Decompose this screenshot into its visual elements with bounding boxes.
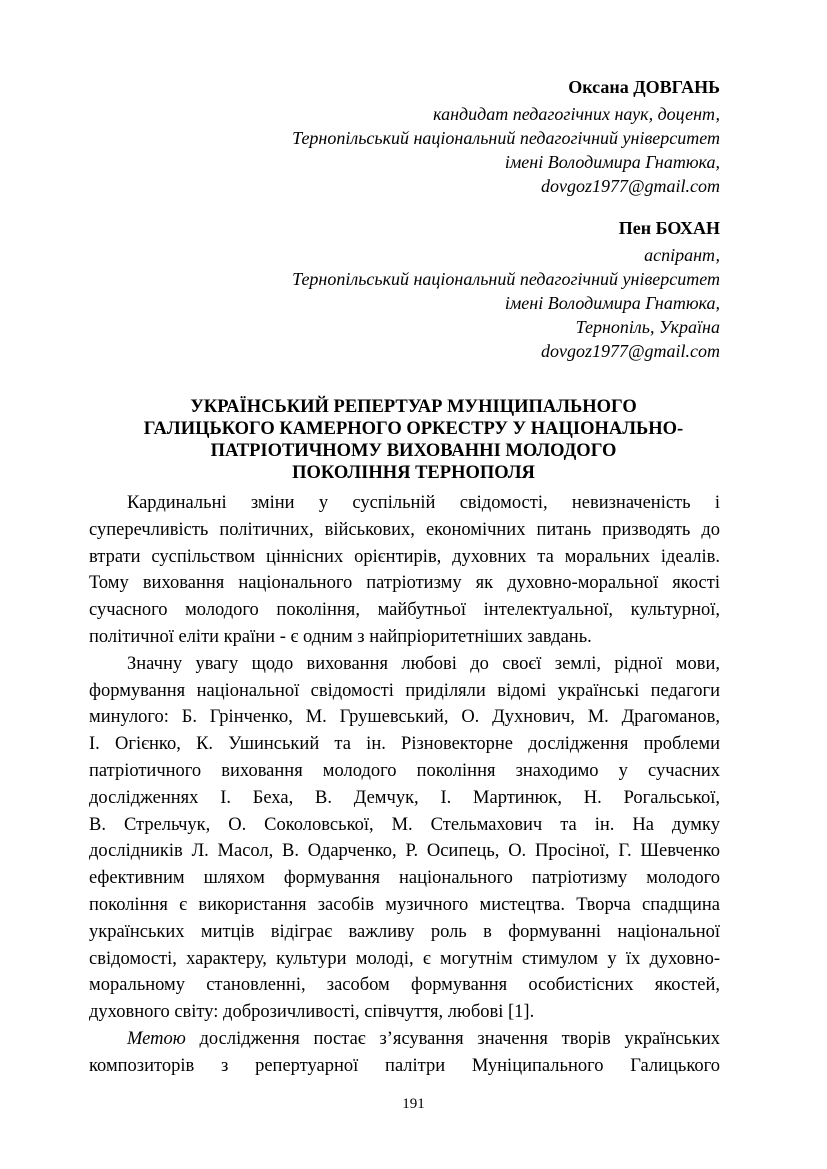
author-block-2 bbox=[292, 216, 720, 363]
body-line: патріотичного виховання молодого покоління знаходимо у сучасних bbox=[89, 760, 720, 781]
body-line: В. Стрельчук, О. Соколовської, М. Стельмахович та ін. На думку bbox=[89, 814, 720, 835]
author-email: dovgoz1977@gmail.com bbox=[540, 176, 720, 196]
body-line: ефективним шляхом формування національного патріотизму молодого bbox=[89, 868, 720, 889]
author-position: кандидат педагогічних наук, доцент, bbox=[433, 104, 720, 124]
body-line: минулого: Б. Грінченко, М. Грушевський, О. Духнович, М. Драгоманов, bbox=[89, 707, 720, 728]
body-line: моральному становленні, засобом формування особистісних якостей, bbox=[89, 975, 720, 996]
author-name: Пен БОХАН bbox=[618, 218, 720, 238]
title-line: ГАЛИЦЬКОГО КАМЕРНОГО ОРКЕСТРУ У НАЦІОНАЛЬНО- bbox=[143, 419, 684, 439]
body-line: покоління є використання засобів музичного мистецтва. Творча спадщина bbox=[89, 894, 720, 915]
author-affiliation: Тернопільський національний педагогічний університет bbox=[292, 269, 720, 289]
emphasis-term: Метою bbox=[127, 1028, 186, 1049]
body-line: політичної еліти країни - є одним з найпріоритетніших завдань. bbox=[89, 626, 592, 647]
article-body bbox=[89, 490, 720, 1080]
author-location: Тернопіль, Україна bbox=[575, 317, 720, 337]
author-affiliation: Тернопільський національний педагогічний університет bbox=[292, 128, 720, 148]
title-line: УКРАЇНСЬКИЙ РЕПЕРТУАР МУНІЦИПАЛЬНОГО bbox=[190, 397, 637, 417]
page-number: 191 bbox=[402, 1096, 425, 1112]
body-line: сучасного молодого покоління, майбутньої інтелектуальної, культурної, bbox=[89, 600, 720, 621]
body-line: дослідників Л. Масол, В. Одарченко, Р. Осипець, О. Просіної, Г. Шевченко bbox=[89, 841, 720, 862]
body-line: свідомості, характеру, культури молоді, є могутнім стимулом у їх духовно- bbox=[89, 948, 720, 969]
body-line: формування національної свідомості приділяли відомі українські педагоги bbox=[89, 680, 720, 701]
author-email: dovgoz1977@gmail.com bbox=[540, 341, 720, 361]
body-line: дослідженнях І. Беха, В. Демчук, І. Мартинюк, Н. Рогальської, bbox=[89, 787, 720, 808]
body-line: Тому виховання національного патріотизму як духовно-моральної якості bbox=[89, 573, 720, 594]
author-position: аспірант, bbox=[644, 245, 720, 265]
body-line: І. Огієнко, К. Ушинський та ін. Різновекторне дослідження проблеми bbox=[89, 734, 720, 755]
title-line: ПОКОЛІННЯ ТЕРНОПОЛЯ bbox=[292, 463, 535, 483]
body-line: Кардинальні зміни у суспільній свідомості, невизначеність і bbox=[127, 493, 720, 513]
body-line: композиторів з репертуарної палітри Муніципального Галицького bbox=[89, 1055, 720, 1076]
body-line: втрати суспільством ціннісних орієнтирів, духовних та моральних ідеалів. bbox=[89, 546, 720, 567]
article-title bbox=[88, 396, 739, 484]
author-name: Оксана ДОВГАНЬ bbox=[568, 77, 720, 97]
title-line: ПАТРІОТИЧНОМУ ВИХОВАННІ МОЛОДОГО bbox=[210, 441, 617, 461]
author-block-1 bbox=[292, 75, 720, 198]
author-affiliation-name: імені Володимира Гнатюка, bbox=[504, 293, 720, 313]
body-line: Значну увагу щодо виховання любові до своєї землі, рідної мови, bbox=[127, 653, 720, 674]
body-text: дослідження постає з’ясування значення творів українських bbox=[185, 1028, 720, 1049]
body-line: українських митців відіграє важливу роль в формуванні національної bbox=[89, 921, 720, 942]
author-affiliation-name: імені Володимира Гнатюка, bbox=[504, 152, 720, 172]
body-line: суперечливість політичних, військових, економічних питань призводять до bbox=[89, 519, 720, 540]
body-line bbox=[89, 1026, 720, 1053]
body-line: духовного світу: доброзичливості, співчуття, любові [1]. bbox=[89, 1002, 535, 1023]
